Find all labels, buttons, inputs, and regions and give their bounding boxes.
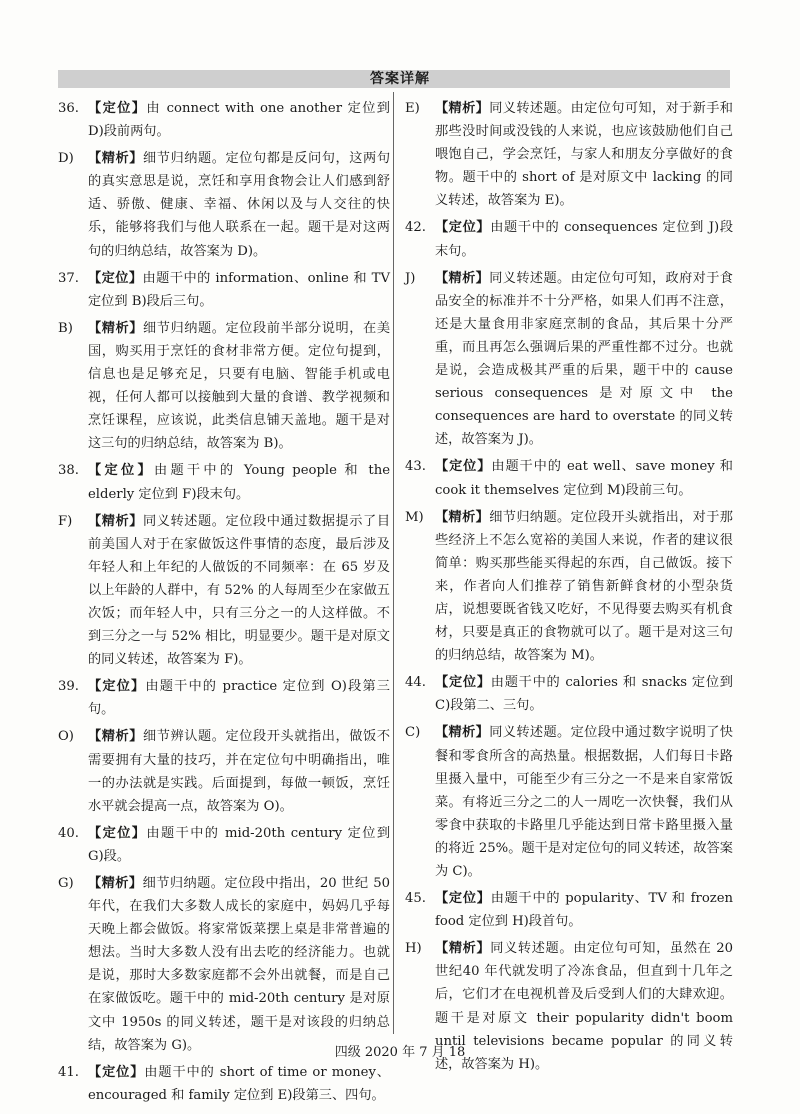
entry-text: 同义转述题。定位段中通过数据提示了目前美国人对于在家做饭这件事情的态度，最后涉及年轻人和上年纪的人做饭的不同频率：在 65 岁及以上年龄的人群中，有 52% 的人每周至少在家做五次饭；而年轻人中，只有三分之一的人这样做。不到三分之一与 52% 相比，明显要少。题干是对原文的同义转述，故答案为 F)。: [88, 513, 391, 668]
entry-number: 44.: [405, 675, 426, 691]
entry-tag: 【定位】: [88, 825, 147, 841]
entry-number: O): [58, 729, 74, 745]
entry-number: H): [405, 941, 422, 957]
answer-entry: [58, 267, 390, 313]
entry-tag: 【精析】: [88, 151, 144, 167]
answer-entry: [58, 459, 390, 505]
answer-entry: [58, 317, 390, 456]
entry-text: 同义转述题。由定位句可知，虽然在 20 世纪40 年代就发明了冷冻食品，但直到十几年之后，它们才在电视机普及后受到人们的大肆欢迎。题干是对原文 their popularity didn't boom until televisions became popular 的同义转述，故答案为 H)。: [435, 941, 733, 1072]
entry-text: 由题干中的 mid-20th century 定位到 G)段。: [88, 825, 391, 864]
answer-entry: [405, 887, 733, 933]
entry-text: 由题干中的 Young people 和 the elderly 定位到 F)段末句。: [88, 463, 390, 502]
entry-text: 同义转述题。由定位句可知，对于新手和那些没时间或没钱的人来说，也应该鼓励他们自己喂饱自己，学会烹饪，与家人和朋友分享做好的食物。题干中的 short of 是对原文中 lacking 的同义转述，故答案为 E)。: [435, 101, 733, 209]
entry-number: 39.: [58, 679, 79, 695]
answer-entry: [58, 872, 390, 1057]
answer-entry: [58, 147, 390, 262]
entry-text: 由题干中的 consequences 定位到 J)段末句。: [435, 220, 734, 259]
entry-number: F): [58, 513, 73, 529]
entry-text: 由题干中的 calories 和 snacks 定位到 C)段第二、三句。: [435, 675, 733, 714]
entry-tag: 【定位】: [435, 675, 491, 691]
entry-number: 37.: [58, 270, 79, 286]
entry-number: 43.: [405, 459, 426, 475]
right-column: [405, 97, 733, 1080]
answer-entry: [58, 675, 390, 721]
entry-tag: 【定位】: [435, 459, 492, 475]
entry-text: 细节归纳题。定位段前半部分说明，在美国，购买用于烹饪的食材非常方便。定位句提到，信息也是足够充足，只要有电脑、智能手机或电视，任何人都可以接触到大量的食谱、教学视频和烹饪课程，应该说，此类信息铺天盖地。题干是对这三句的归纳总结，故答案为 B)。: [88, 320, 391, 452]
entry-tag: 【精析】: [88, 729, 144, 745]
entry-tag: 【精析】: [435, 101, 490, 116]
entry-text: 细节辨认题。定位段开头就指出，做饭不需要拥有大量的技巧，并在定位句中明确指出，唯一的办法就是实践。后面提到，每做一顿饭，烹饪水平就会提高一点，故答案为 O)。: [88, 729, 391, 814]
entry-number: D): [58, 151, 74, 167]
entry-text: 由题干中的 information、online 和 TV 定位到 B)段后三句。: [88, 270, 390, 309]
answer-entry: [58, 1061, 390, 1107]
entry-tag: 【精析】: [88, 320, 144, 336]
answer-entry: [58, 510, 390, 672]
entry-number: J): [405, 270, 416, 286]
entry-number: 36.: [58, 101, 79, 116]
entry-tag: 【定位】: [435, 891, 491, 907]
entry-tag: 【定位】: [435, 220, 491, 236]
answer-entry: [405, 267, 733, 452]
entry-text: 同义转述题。定位段中通过数字说明了快餐和零食所含的高热量。根据数据，人们每日卡路里摄入量中，可能至少有三分之一不是来自家常饭菜。有将近三分之二的人一周吃一次快餐，我们从零食中获取的卡路里几乎能达到日常卡路里摄入量的将近 25%。题干是对定位句的同义转述，故答案为 C)。: [435, 725, 733, 879]
entry-number: 41.: [58, 1064, 79, 1080]
page-header-title: 答案详解: [370, 71, 430, 87]
entry-tag: 【精析】: [88, 876, 143, 891]
answer-entry: [405, 671, 733, 717]
answer-entry: [405, 455, 733, 501]
entry-number: 42.: [405, 220, 426, 236]
entry-text: 由题干中的 practice 定位到 O)段第三句。: [88, 679, 390, 718]
page-footer: 四级 2020 年 7 月 18: [334, 1045, 466, 1060]
entry-text: 由题干中的 eat well、save money 和 cook it themselves 定位到 M)段前三句。: [435, 459, 733, 498]
entry-text: 由 connect with one another 定位到 D)段前两句。: [88, 101, 390, 140]
entry-text: 细节归纳题。定位段开头就指出，对于那些经济上不怎么宽裕的美国人来说，作者的建议很简单：购买那些能买得起的东西，自己做饭。接下来，作者向人们推荐了销售新鲜食材的小型杂货店，说想要既省钱又吃好，不见得要去购买有机食材，只要是真正的食物就可以了。题干是对这三句的归纳总结，故答案为 M)。: [435, 509, 733, 664]
entry-number: 40.: [58, 825, 79, 841]
entry-text: 同义转述题。由定位句可知，政府对于食品安全的标准并不十分严格，如果人们再不注意，还是大量食用非家庭烹制的食品，其后果十分严重，而且再怎么强调后果的严重性都不过分。也就是说，会造成极其严重的后果，题干中的 cause serious consequences 是对原文中 the consequences are hard to overstate 的同义转述，故答案为 J)。: [435, 270, 733, 448]
entry-text: 由题干中的 short of time or money、encouraged 和 family 定位到 E)段第三、四句。: [88, 1064, 390, 1103]
entry-number: M): [405, 509, 424, 525]
entry-tag: 【定位】: [88, 463, 154, 479]
entry-text: 由题干中的 popularity、TV 和 frozen food 定位到 H)段首句。: [435, 891, 733, 930]
entry-tag: 【精析】: [435, 941, 491, 957]
entry-text: 细节归纳题。定位句都是反问句，这两句的真实意思是说，烹饪和享用食物会让人们感到舒适、骄傲、健康、幸福、休闲以及与人交往的快乐，能够将我们与他人联系在一起。题干是对这两句的归纳总结，故答案为 D)。: [88, 151, 391, 259]
left-column: [58, 97, 390, 1111]
entry-tag: 【定位】: [88, 270, 143, 286]
answer-entry: [405, 97, 733, 212]
entry-tag: 【定位】: [88, 679, 146, 695]
answer-entry: [58, 725, 390, 817]
entry-tag: 【精析】: [88, 513, 144, 529]
entry-number: B): [58, 320, 73, 336]
column-divider: [393, 92, 394, 1034]
entry-tag: 【精析】: [435, 509, 490, 525]
entry-number: G): [58, 876, 74, 891]
entry-number: E): [405, 101, 420, 116]
answer-entry: [58, 822, 390, 868]
answer-entry: [405, 216, 733, 262]
answer-entry: [405, 506, 733, 668]
entry-tag: 【精析】: [435, 270, 490, 286]
entry-number: C): [405, 725, 421, 741]
answer-entry: [58, 97, 390, 143]
entry-number: 38.: [58, 463, 79, 479]
entry-text: 细节归纳题。定位段中指出，20 世纪 50 年代，在我们大多数人成长的家庭中，妈妈几乎每天晚上都会做饭。将家常饭菜摆上桌是非常普遍的想法。当时大多数人没有出去吃的经济能力。也就是说，那时大多数家庭都不会外出就餐，而是自己在家做饭吃。题干中的 mid-20th century 是对原文中 1950s 的同义转述，题干是对该段的归纳总结，故答案为 G)。: [88, 876, 390, 1053]
entry-number: 45.: [405, 891, 426, 907]
entry-tag: 【精析】: [435, 725, 490, 741]
answer-entry: [405, 721, 733, 883]
entry-tag: 【定位】: [88, 101, 147, 116]
entry-tag: 【定位】: [88, 1064, 145, 1080]
